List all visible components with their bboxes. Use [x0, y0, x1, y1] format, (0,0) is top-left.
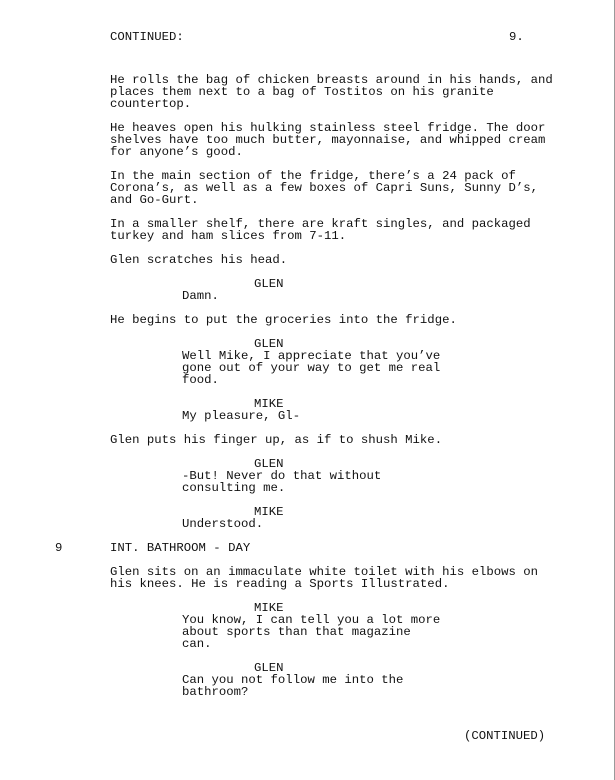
action-line: and Go-Gurt.	[110, 193, 199, 207]
action-line: He begins to put the groceries into the fridge.	[110, 313, 457, 327]
dialogue-line: gone out of your way to get me real	[182, 361, 441, 375]
character-cue: GLEN	[254, 661, 284, 675]
action-line: He heaves open his hulking stainless steel fridge. The door	[110, 121, 546, 135]
action-line: countertop.	[110, 97, 192, 111]
action-line: Glen scratches his head.	[110, 253, 288, 267]
character-cue: GLEN	[254, 457, 284, 471]
dialogue-line: consulting me.	[182, 481, 286, 495]
scene-heading: INT. BATHROOM - DAY	[110, 541, 251, 555]
dialogue-line: Can you not follow me into the	[182, 673, 404, 687]
dialogue-line: Understood.	[182, 517, 264, 531]
dialogue-line: food.	[182, 373, 219, 387]
character-cue: MIKE	[254, 601, 284, 615]
dialogue-line: -But! Never do that without	[182, 469, 382, 483]
footer-continued: (CONTINUED)	[464, 729, 546, 743]
dialogue-line: bathroom?	[182, 685, 249, 699]
character-cue: MIKE	[254, 505, 284, 519]
dialogue-line: Damn.	[182, 289, 219, 303]
action-line: Glen puts his finger up, as if to shush Mike.	[110, 433, 443, 447]
dialogue-line: My pleasure, Gl-	[182, 409, 301, 423]
action-line: Corona’s, as well as a few boxes of Capri Suns, Sunny D’s,	[110, 181, 539, 195]
action-line: He rolls the bag of chicken breasts around in his hands, and	[110, 73, 553, 87]
action-line: for anyone’s good.	[110, 145, 243, 159]
page-number: 9.	[509, 30, 524, 44]
action-line: turkey and ham slices from 7-11.	[110, 229, 347, 243]
dialogue-line: Well Mike, I appreciate that you’ve	[182, 349, 441, 363]
action-line: his knees. He is reading a Sports Illustrated.	[110, 577, 450, 591]
action-line: Glen sits on an immaculate white toilet with his elbows on	[110, 565, 539, 579]
action-line: In a smaller shelf, there are kraft singles, and packaged	[110, 217, 531, 231]
character-cue: GLEN	[254, 337, 284, 351]
action-line: shelves have too much butter, mayonnaise, and whipped cream	[110, 133, 546, 147]
action-line: places them next to a bag of Tostitos on his granite	[110, 85, 494, 99]
character-cue: MIKE	[254, 397, 284, 411]
dialogue-line: You know, I can tell you a lot more	[182, 613, 441, 627]
character-cue: GLEN	[254, 277, 284, 291]
dialogue-line: about sports than that magazine	[182, 625, 411, 639]
scene-number: 9	[55, 541, 63, 555]
dialogue-line: can.	[182, 637, 212, 651]
header-continued: CONTINUED:	[110, 30, 184, 44]
action-line: In the main section of the fridge, there’s a 24 pack of	[110, 169, 516, 183]
